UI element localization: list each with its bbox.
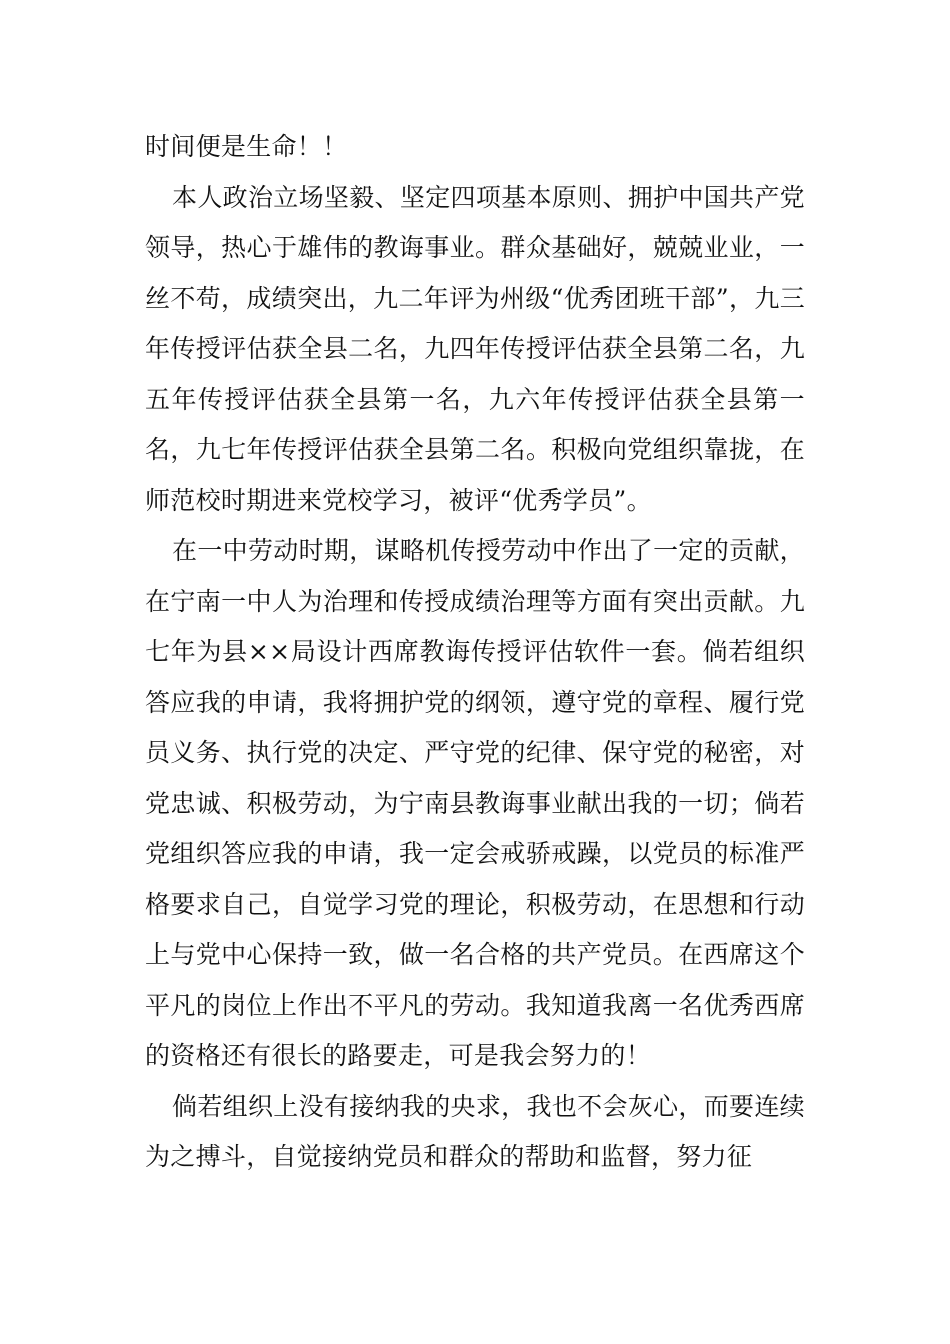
paragraph-1: 时间便是生命！！ (145, 132, 348, 161)
paragraph-3: 在一中劳动时期，谋略机传授劳动中作出了一定的贡献，在宁南一中人为治理和传授成绩治理等方面有突出贡献。九七年为县××局设计西席教诲传授评估软件一套。倘若组织答应我的申请，我将拥护党的纲领，遵守党的章程、履行党员义务、执行党的决定、严守党的纪律、保守党的秘密，对党忠诚、积极劳动，为宁南县教诲事业献出我的一切；倘若党组织答应我的申请，我一定会戒骄戒躁，以党员的标准严格要求自己，自觉学习党的理论，积极劳动，在思想和行动上与党中心保持一致，做一名合格的共产党员。在西席这个平凡的岗位上作出不平凡的劳动。我知道我离一名优秀西席的资格还有很长的路要走，可是我会努力的！ (145, 536, 805, 1070)
paragraph-2: 本人政治立场坚毅、坚定四项基本原则、拥护中国共产党领导，热心于雄伟的教诲事业。群众基础好，兢兢业业，一丝不苟，成绩突出，九二年评为州级“优秀团班干部”，九三年传授评估获全县二名，九四年传授评估获全县第二名，九五年传授评估获全县第一名，九六年传授评估获全县第一名，九七年传授评估获全县第二名。积极向党组织靠拢，在师范校时期进来党校学习，被评“优秀学员”。 (145, 182, 805, 515)
document-body (145, 122, 805, 1183)
paragraph-4: 倘若组织上没有接纳我的央求，我也不会灰心，而要连续为之搏斗，自觉接纳党员和群众的帮助和监督，努力征 (145, 1091, 805, 1171)
